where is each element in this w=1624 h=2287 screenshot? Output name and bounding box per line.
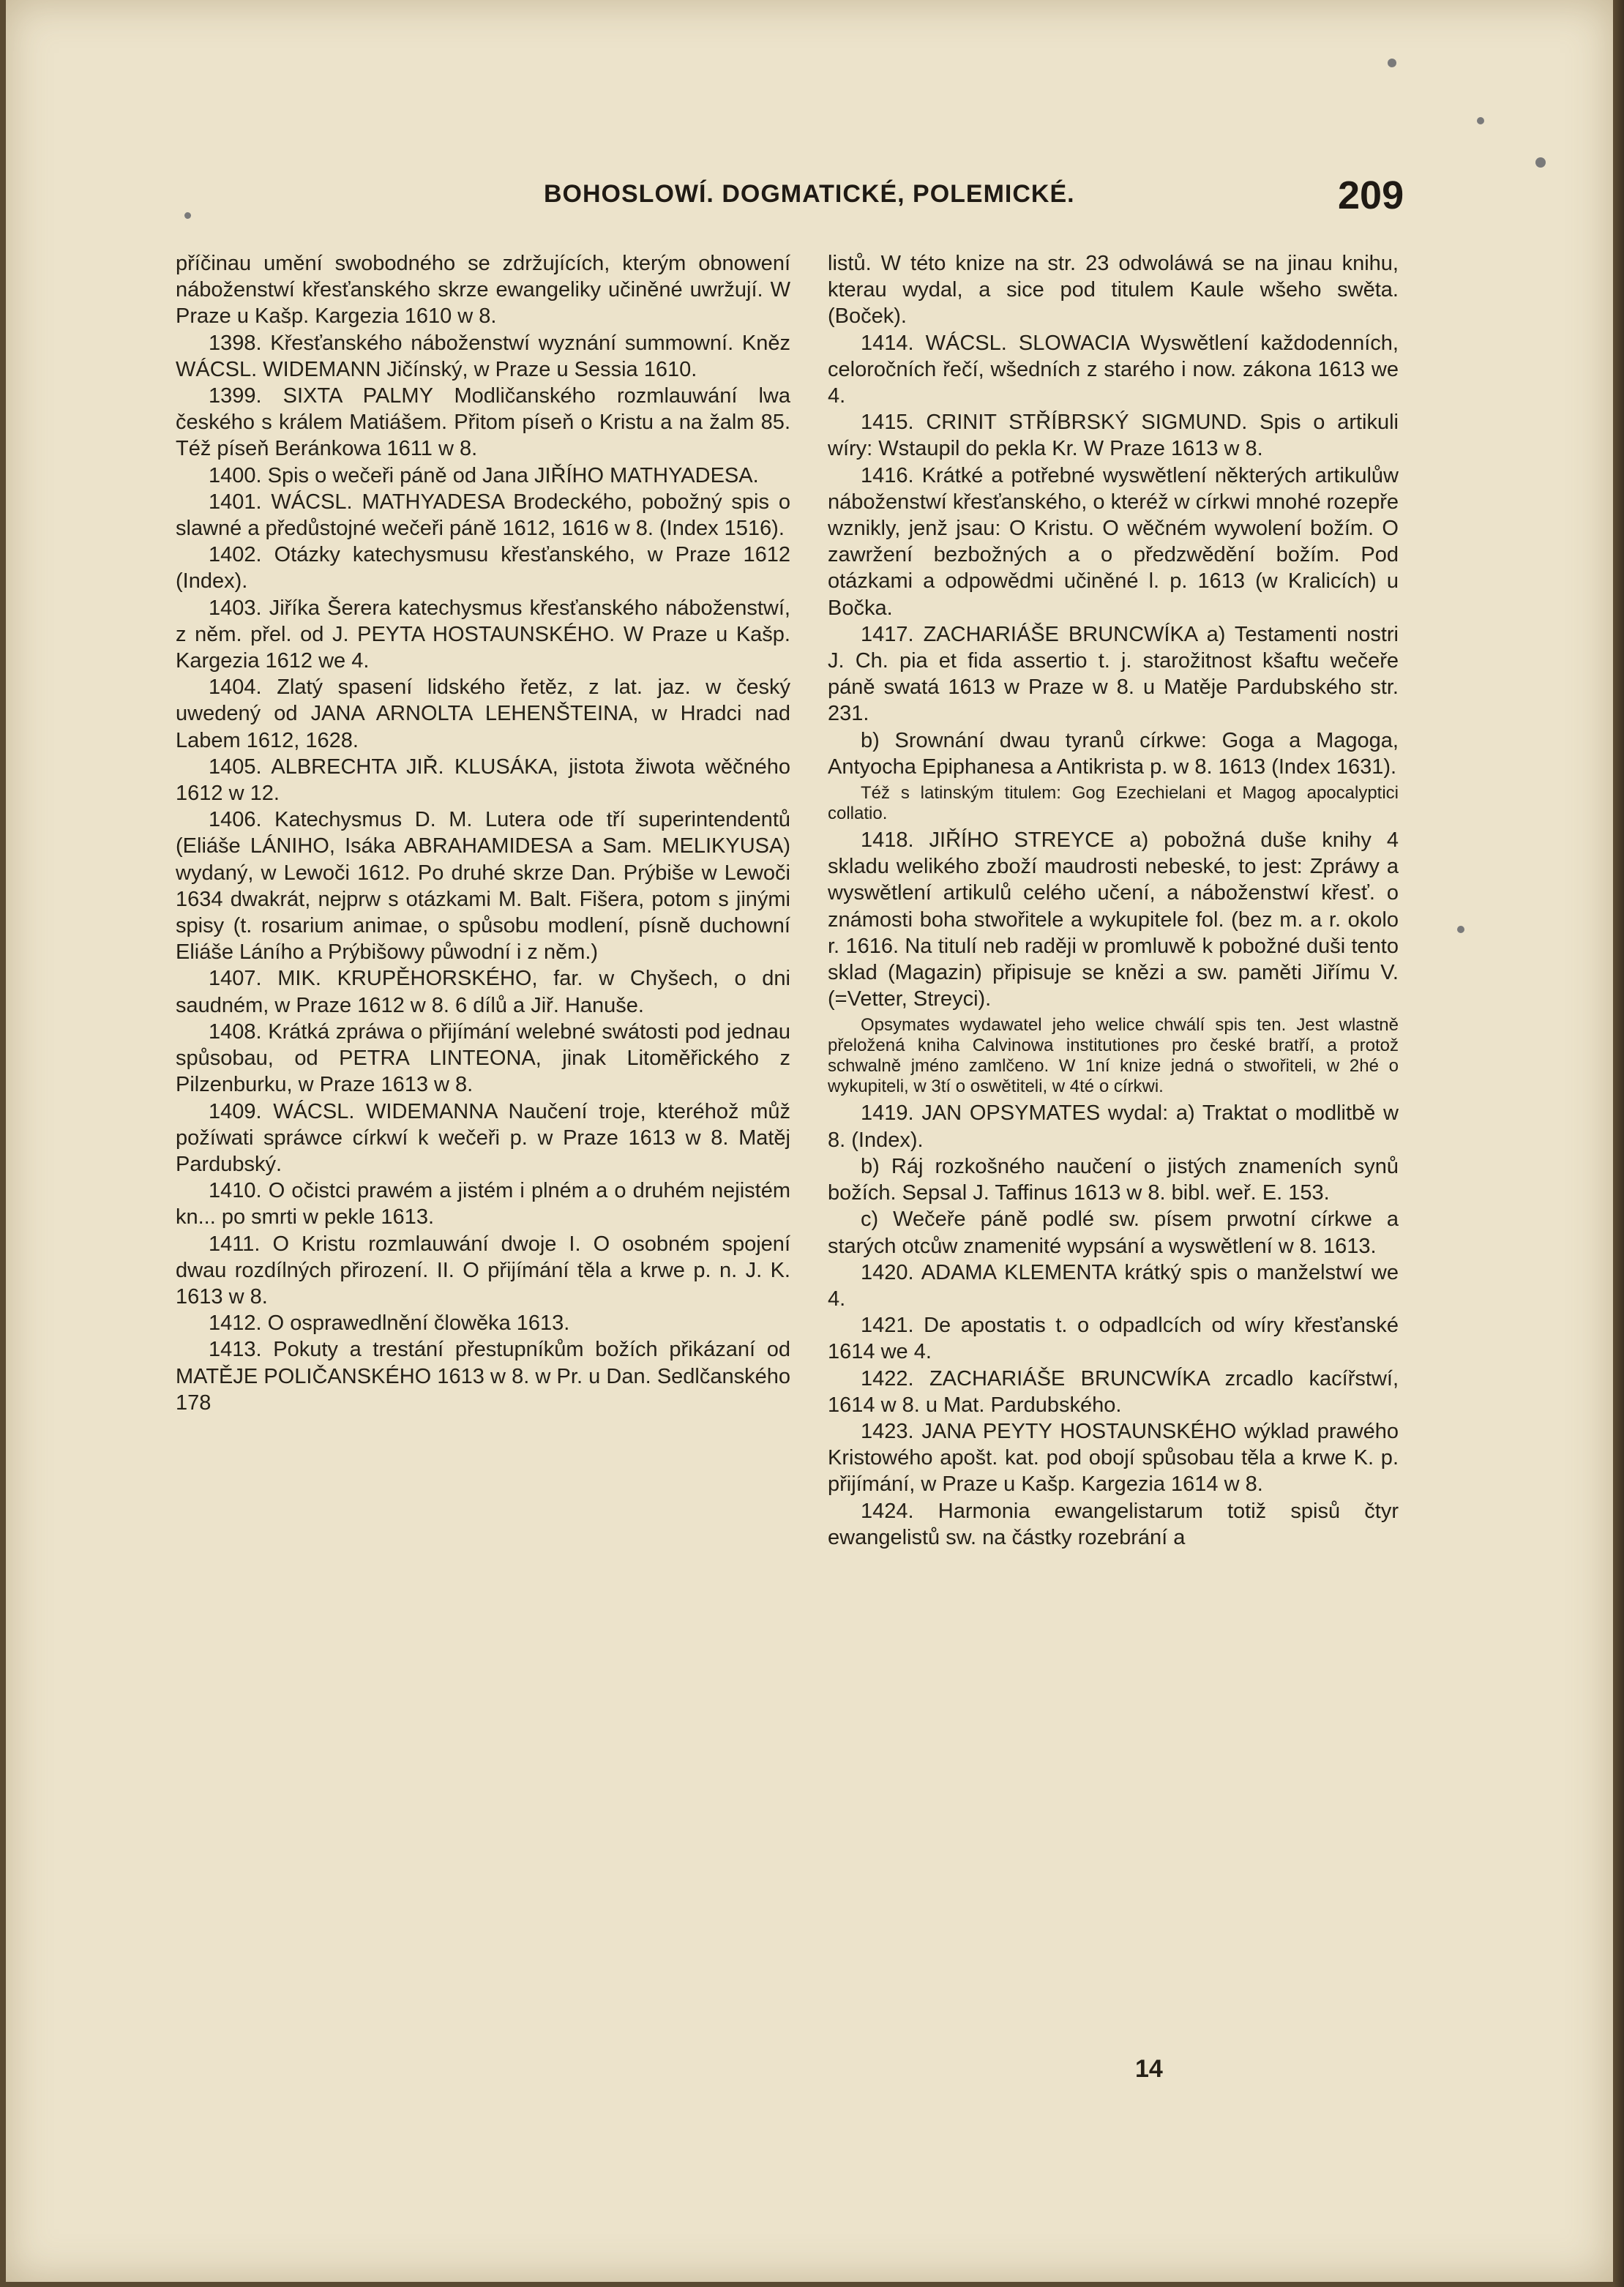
catalog-entry: 1416. Krátké a potřebné wyswětlení některých artikulůw náboženstwí křesťanského, o kteréž w církwi mnohé rozepře wznikly, jenž jsau: O Kristu. O wěčném wywolení božím. O zawržení bezbožných a o předzwědění božím. Pod otázkami a odpowědmi učiněné l. p. 1613 (w Kralicích) u Bočka. — [828, 463, 1399, 620]
catalog-entry: Opsymates wydawatel jeho welice chwálí spis ten. Jest wlastně přeložená kniha Calvinowa institutiones pro české bratří, a protož schwalně jméno zamlčeno. W 1ní knize jedná o stwořiteli, w 2hé o wykupiteli, w 3tí o oswětiteli, w 4té o církwi. — [828, 1015, 1399, 1097]
ink-speck — [1535, 157, 1546, 168]
catalog-entry: b) Ráj rozkošného naučení o jistých znameních synů božích. Sepsal J. Taffinus 1613 w 8. bibl. weř. E. 153. — [828, 1154, 1399, 1205]
catalog-entry: b) Srownání dwau tyranů církwe: Goga a Magoga, Antyocha Epiphanesa a Antikrista p. w 8. 1613 (Index 1631). — [828, 728, 1399, 779]
catalog-entry: 1409. WÁCSL. WIDEMANNA Naučení troje, kteréhož můž požíwati spráwce církwí k wečeři p. w Praze 1613 w 8. Matěj Pardubský. — [176, 1099, 790, 1176]
catalog-entry: 1402. Otázky katechysmusu křesťanského, w Praze 1612 (Index). — [176, 543, 790, 594]
ink-speck — [1477, 117, 1484, 124]
page-edge — [1614, 0, 1624, 2287]
document-page — [6, 0, 1613, 2282]
catalog-entry: 1407. MIK. KRUPĚHORSKÉHO, far. w Chyšech, o dni saudném, w Praze 1612 w 8. 6 dílů a Jiř. Hanuše. — [176, 967, 790, 1017]
running-head: BOHOSLOWÍ. DOGMATICKÉ, POLEMICKÉ. — [544, 180, 1075, 208]
catalog-entry: 1415. CRINIT STŘÍBRSKÝ SIGMUND. Spis o artikuli wíry: Wstaupil do pekla Kr. W Praze 1613 w 8. — [828, 411, 1399, 461]
catalog-entry: 1404. Zlatý spasení lidského řetěz, z lat. jaz. w český uwedený od JANA ARNOLTA LEHENŠTEINA, w Hradci nad Labem 1612, 1628. — [176, 675, 790, 752]
ink-speck — [1457, 926, 1464, 933]
catalog-entry: 1405. ALBRECHTA JIŘ. KLUSÁKA, jistota žiwota wěčného 1612 w 12. — [176, 755, 790, 806]
catalog-entry: 1424. Harmonia ewangelistarum totiž spisů čtyr ewangelistů sw. na částky rozebrání a — [828, 1499, 1399, 1549]
catalog-entry: 1423. JANA PEYTY HOSTAUNSKÉHO wýklad prawého Kristowého apošt. kat. pod obojí spůsobau těla a krwe K. p. přijímání, w Praze u Kašp. Kargezia 1614 w 8. — [828, 1419, 1399, 1497]
catalog-entry: Též s latinským titulem: Gog Ezechielani et Magog apocalyptici collatio. — [828, 783, 1399, 824]
catalog-entry: 1400. Spis o wečeři páně od Jana JIŘÍHO MATHYADESA. — [209, 463, 759, 487]
catalog-entry: příčinau umění swobodného se zdržujících, kterým obnowení náboženstwí křesťanského skrze ewangeliky učiněné uwržují. W Praze u Kašp. Kargezia 1610 w 8. — [176, 252, 790, 329]
catalog-entry: 1401. WÁCSL. MATHYADESA Brodeckého, pobožný spis o slawné a předůstojné wečeři páně 1612, 1616 w 8. (Index 1516). — [176, 490, 790, 541]
ink-speck — [1388, 59, 1396, 67]
catalog-entry: 1411. O Kristu rozmlauwání dwoje I. O osobném spojení dwau rozdílných přirození. II. O přijímání těla a krwe p. n. J. K. 1613 w 8. — [176, 1232, 790, 1309]
catalog-entry: 1422. ZACHARIÁŠE BRUNCWÍKA zrcadlo kacířstwí, 1614 w 8. u Mat. Pardubského. — [828, 1366, 1399, 1417]
catalog-entry: 1413. Pokuty a trestání přestupníkům božích přikázaní od MATĚJE POLIČANSKÉHO 1613 w 8. w Pr. u Dan. Sedlčanského 178 — [176, 1338, 790, 1415]
catalog-entry: 1421. De apostatis t. o odpadlcích od wíry křesťanské 1614 we 4. — [828, 1314, 1399, 1364]
catalog-entry: c) Wečeře páně podlé sw. písem prwotní církwe a starých otcůw znamenité wypsání a wyswětlení w 8. 1613. — [828, 1208, 1399, 1258]
catalog-entry: 1419. JAN OPSYMATES wydal: a) Traktat o modlitbě w 8. (Index). — [828, 1101, 1399, 1152]
catalog-entry: 1403. Jiříka Šerera katechysmus křesťanského náboženstwí, z něm. přel. od J. PEYTA HOSTAUNSKÉHO. W Praze u Kašp. Kargezia 1612 we 4. — [176, 596, 790, 673]
catalog-entry: 1412. O osprawedlnění člowěka 1613. — [209, 1311, 570, 1336]
page-header — [6, 173, 1613, 234]
catalog-entry: 1410. O očistci prawém a jistém i plném a o druhém nejistém kn... po smrti w pekle 1613. — [176, 1179, 790, 1229]
catalog-entry: 1408. Krátká zpráwa o přijímání welebné swátosti pod jednau spůsobau, od PETRA LINTEONA, jinak Litoměřického z Pilzenburku, w Praze 1613 w 8. — [176, 1019, 790, 1097]
ink-speck — [184, 212, 191, 219]
catalog-entry: listů. W této knize na str. 23 odwoláwá se na jinau knihu, kterau wydal, a sice pod titulem Kaule wšeho swěta. (Boček). — [828, 252, 1399, 329]
left-column — [176, 250, 790, 1416]
page-number: 209 — [1338, 173, 1404, 217]
catalog-entry: 1417. ZACHARIÁŠE BRUNCWÍKA a) Testamenti nostri J. Ch. pia et fida assertio t. j. starožitnost kšaftu wečeře páně swatá 1613 w Praze w 8. u Matěje Pardubského str. 231. — [828, 622, 1399, 726]
signature-mark: 14 — [1135, 2055, 1163, 2083]
catalog-entry: 1406. Katechysmus D. M. Lutera ode tří superintendentů (Eliáše LÁNIHO, Isáka ABRAHAMIDESA a Sam. MELIKYUSA) wydaný, w Lewoči 1612. Po druhé skrze Dan. Prýbiše w Lewoči 1634 dwakrát, nejprw s otázkami M. Balt. Fišera, potom s jinými spisy (t. rosarium animae, o spůsobu modlení, písně duchowní Eliáše Láního a Prýbišowy půwodní i z něm.) — [176, 808, 790, 965]
catalog-entry: 1398. Křesťanského náboženstwí wyznání summowní. Kněz WÁCSL. WIDEMANN Jičínský, w Praze u Sessia 1610. — [176, 331, 790, 381]
catalog-entry: 1399. SIXTA PALMY Modličanského rozmlauwání lwa českého s králem Matiášem. Přitom píseň o Kristu a na žalm 85. Též píseň Beránkowa 1611 w 8. — [176, 384, 790, 461]
catalog-entry: 1414. WÁCSL. SLOWACIA Wyswětlení každodenních, celoročních řečí, wšedních z starého i now. zákona 1613 we 4. — [828, 331, 1399, 408]
catalog-entry: 1420. ADAMA KLEMENTA krátký spis o manželstwí we 4. — [828, 1260, 1399, 1311]
catalog-entry: 1418. JIŘÍHO STREYCE a) pobožná duše knihy 4 skladu welikého zboží maudrosti nebeské, to jest: Zpráwy a wyswětlení artikulů celého učení, a náboženstwí křesť. o známosti boha stwořitele a wykupitele fol. (bez m. a r. okolo r. 1616. Na titulí neb raději w promluwě k pobožné duši tento sklad (Magazin) připisuje se knězi a sw. paměti Jiřímu V. (=Vetter, Streyci). — [828, 828, 1399, 1011]
right-column — [828, 250, 1399, 1551]
